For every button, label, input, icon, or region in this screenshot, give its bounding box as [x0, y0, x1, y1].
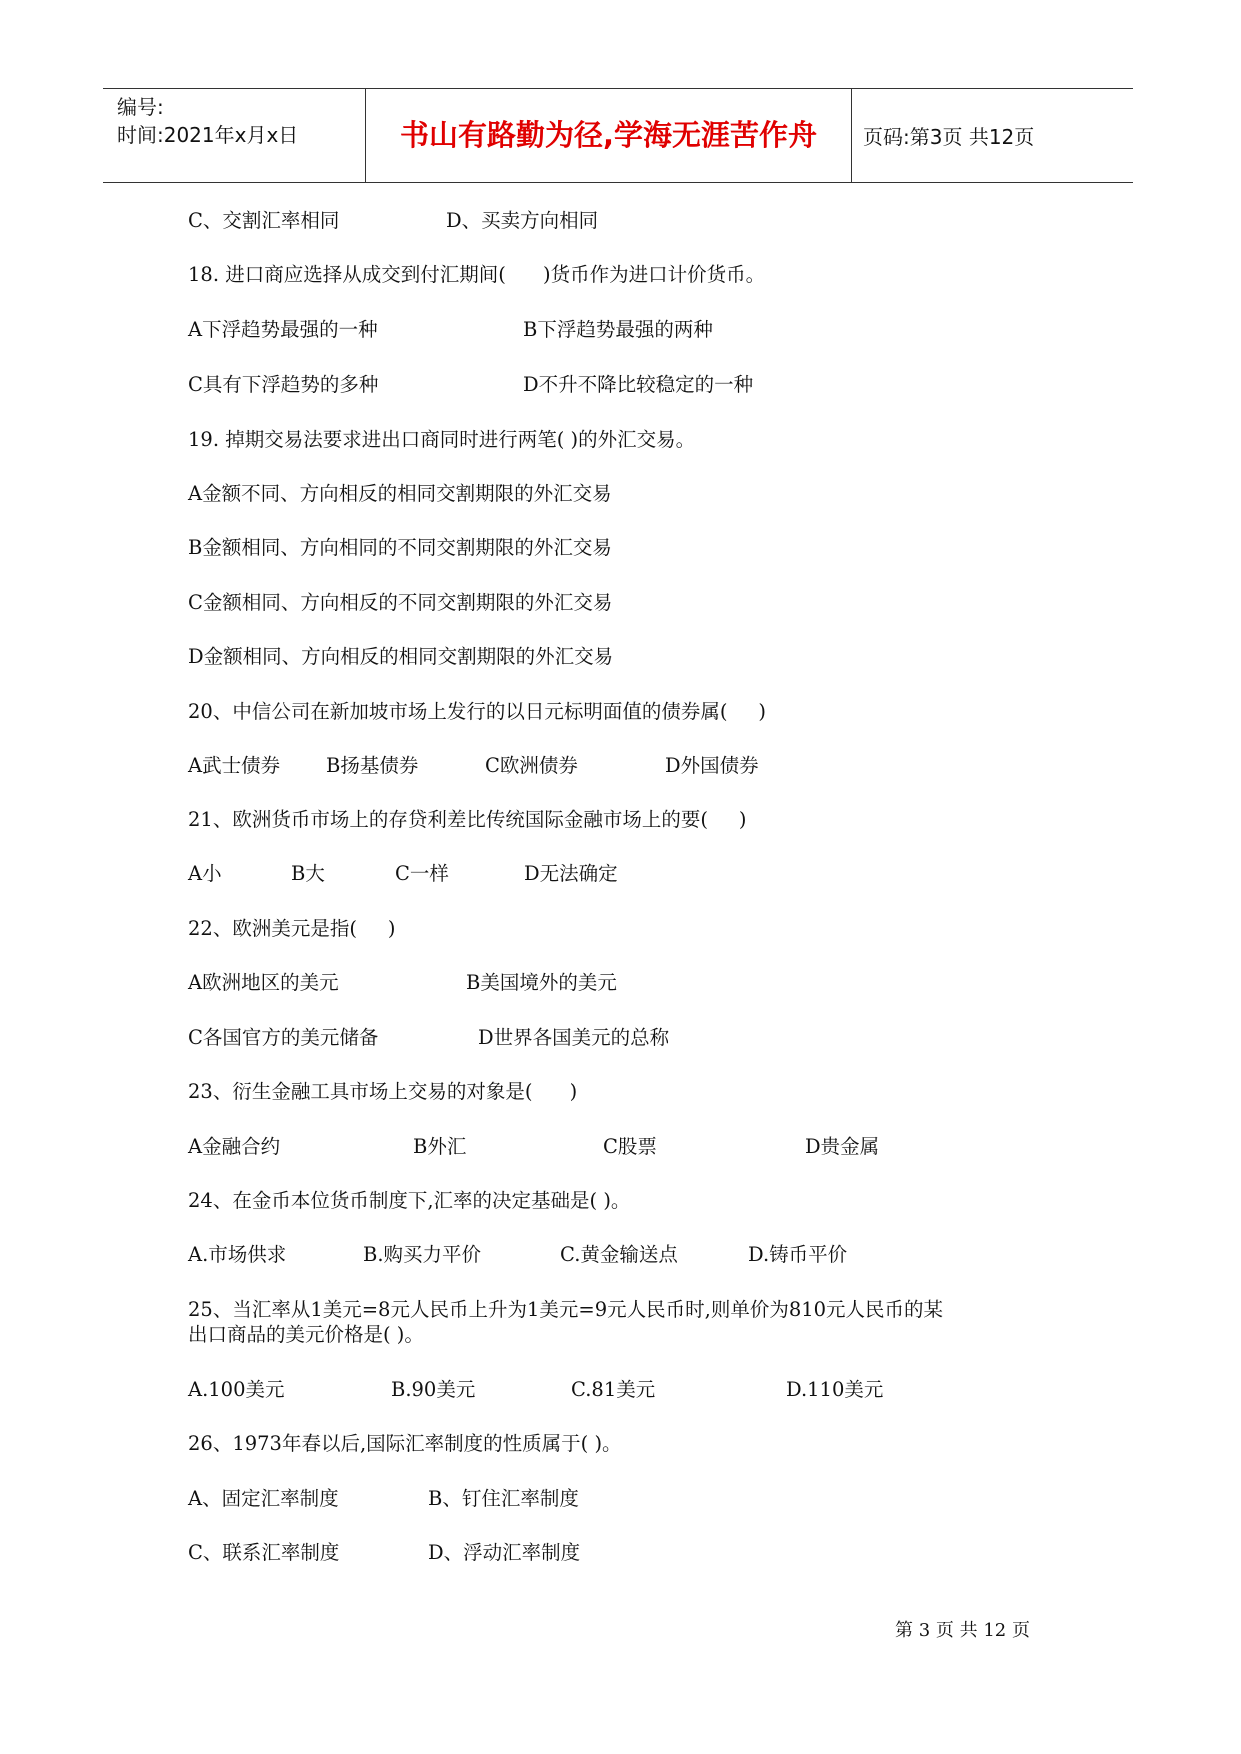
option: A.100美元	[188, 1378, 285, 1401]
question-26: 26、1973年春以后,国际汇率制度的性质属于( )。	[188, 1432, 622, 1455]
option: D、买卖方向相同	[446, 209, 599, 232]
question-20: 20、中信公司在新加坡市场上发行的以日元标明面值的债券属( )	[188, 700, 767, 723]
header-page-label: 页码:第3页 共12页	[863, 125, 1035, 149]
option: C.81美元	[571, 1378, 656, 1401]
option: A金额不同、方向相反的相同交割期限的外汇交易	[188, 482, 612, 505]
option: A.市场供求	[188, 1243, 287, 1266]
option: B.90美元	[391, 1378, 476, 1401]
option: A小	[188, 862, 222, 885]
option: C金额相同、方向相反的不同交割期限的外汇交易	[188, 591, 613, 614]
option: A下浮趋势最强的一种	[188, 318, 378, 341]
option: B扬基债券	[326, 754, 419, 777]
question-25: 25、当汇率从1美元=8元人民币上升为1美元=9元人民币时,则单价为810元人民币的某	[188, 1298, 944, 1321]
option: A欧洲地区的美元	[188, 971, 339, 994]
option: D无法确定	[524, 862, 618, 885]
time-label: 时间:2021年x月x日	[117, 123, 299, 147]
option: B美国境外的美元	[466, 971, 617, 994]
option: D、浮动汇率制度	[428, 1541, 581, 1564]
option: B外汇	[413, 1135, 467, 1158]
header-divider	[851, 89, 852, 182]
option: C欧洲债券	[485, 754, 578, 777]
option: C、交割汇率相同	[188, 209, 340, 232]
option: B、钉住汇率制度	[428, 1487, 579, 1510]
question-18: 18. 进口商应选择从成交到付汇期间( )货币作为进口计价货币。	[188, 263, 766, 286]
question-22: 22、欧洲美元是指( )	[188, 917, 396, 940]
option: B大	[291, 862, 325, 885]
option: A金融合约	[188, 1135, 281, 1158]
question-23: 23、衍生金融工具市场上交易的对象是( )	[188, 1080, 578, 1103]
option: B金额相同、方向相同的不同交割期限的外汇交易	[188, 536, 612, 559]
question-25-cont: 出口商品的美元价格是( )。	[188, 1323, 424, 1346]
page-footer: 第 3 页 共 12 页	[895, 1620, 1030, 1641]
option: A、固定汇率制度	[188, 1487, 339, 1510]
header-meta	[117, 93, 298, 149]
question-24: 24、在金币本位货币制度下,汇率的决定基础是( )。	[188, 1189, 631, 1212]
option: C、联系汇率制度	[188, 1541, 340, 1564]
question-19: 19. 掉期交易法要求进出口商同时进行两笔( )的外汇交易。	[188, 428, 696, 451]
option: D外国债券	[665, 754, 759, 777]
option: C.黄金输送点	[560, 1243, 678, 1266]
option: C一样	[395, 862, 449, 885]
option: D贵金属	[805, 1135, 880, 1158]
option: C各国官方的美元储备	[188, 1026, 379, 1049]
header-motto: 书山有路勤为径,学海无涯苦作舟	[399, 118, 818, 152]
number-label: 编号:	[117, 95, 164, 119]
option: D.铸币平价	[748, 1243, 848, 1266]
option: C股票	[603, 1135, 657, 1158]
option: C具有下浮趋势的多种	[188, 373, 379, 396]
option: D不升不降比较稳定的一种	[523, 373, 754, 396]
option-row	[188, 1540, 581, 1644]
option: D世界各国美元的总称	[478, 1026, 670, 1049]
option: D金额相同、方向相反的相同交割期限的外汇交易	[188, 645, 614, 668]
option: B.购买力平价	[363, 1243, 482, 1266]
page-header	[103, 88, 1133, 183]
option: A武士债券	[188, 754, 281, 777]
option: D.110美元	[786, 1378, 884, 1401]
option: B下浮趋势最强的两种	[523, 318, 713, 341]
question-21: 21、欧洲货币市场上的存贷利差比传统国际金融市场上的要( )	[188, 808, 747, 831]
